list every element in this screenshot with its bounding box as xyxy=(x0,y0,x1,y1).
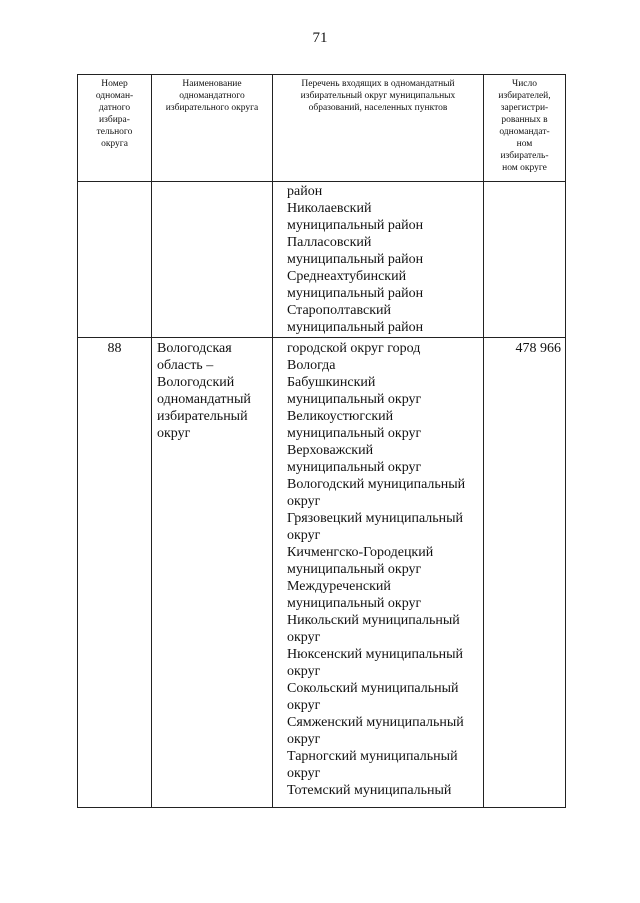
page-number: 71 xyxy=(312,30,328,46)
municipality-line: муниципальный район xyxy=(287,286,424,301)
municipality-line: округ xyxy=(287,732,321,747)
municipality-line: Верховажский xyxy=(287,443,374,458)
district-name-line: избирательный xyxy=(157,409,248,424)
municipality-line: Кичменгско-Городецкий xyxy=(287,545,434,560)
municipality-line: Никольский муниципальный xyxy=(287,613,460,628)
municipality-line: Бабушкинский xyxy=(287,375,376,390)
municipality-line: Междуреченский xyxy=(287,579,391,594)
municipality-line: Старополтавский xyxy=(287,303,391,318)
district-number-cell: 88 xyxy=(78,338,152,808)
municipality-line: Сокольский муниципальный xyxy=(287,681,459,696)
districts-table xyxy=(77,74,566,808)
municipality-line: округ xyxy=(287,528,321,543)
municipality-line: округ xyxy=(287,766,321,781)
municipalities-cell xyxy=(273,338,484,808)
district-name-line: округ xyxy=(157,426,191,441)
municipality-line: муниципальный округ xyxy=(287,392,422,407)
voter-count-cell xyxy=(484,182,566,338)
municipality-line: округ xyxy=(287,630,321,645)
header-district-number: Номер одноман- датного избира- тельного округа xyxy=(78,75,152,182)
voter-count-cell: 478 966 xyxy=(484,338,566,808)
municipality-line: Вологда xyxy=(287,358,336,373)
municipality-line: городской округ город xyxy=(287,341,421,356)
municipality-line: Среднеахтубинский xyxy=(287,269,407,284)
municipality-line: Тарногский муниципальный xyxy=(287,749,458,764)
municipalities-cell xyxy=(273,182,484,338)
district-name-line: одномандатный xyxy=(157,392,251,407)
table-header-row xyxy=(78,75,566,182)
municipality-line: Сямженский муниципальный xyxy=(287,715,464,730)
municipality-line: муниципальный район xyxy=(287,252,424,267)
table-row-continuation xyxy=(78,182,566,338)
district-name-line: область – xyxy=(157,358,214,373)
municipality-line: Великоустюгский xyxy=(287,409,394,424)
municipality-line: муниципальный округ xyxy=(287,562,422,577)
municipality-line: район xyxy=(287,184,323,199)
municipality-line: Николаевский xyxy=(287,201,372,216)
municipality-line: муниципальный округ xyxy=(287,596,422,611)
municipality-line: Нюксенский муниципальный xyxy=(287,647,464,662)
municipality-line: Вологодский муниципальный xyxy=(287,477,466,492)
municipality-line: муниципальный район xyxy=(287,218,424,233)
header-district-name: Наименование одномандатного избирательного округа xyxy=(152,75,273,182)
municipality-line: округ xyxy=(287,494,321,509)
municipality-line: муниципальный округ xyxy=(287,426,422,441)
table-row-district-88 xyxy=(78,338,566,808)
municipality-line: Палласовский xyxy=(287,235,372,250)
municipality-line: округ xyxy=(287,664,321,679)
municipality-line: Тотемский муниципальный xyxy=(287,783,452,798)
district-name-line: Вологодская xyxy=(157,341,232,356)
header-voter-count: Число избирателей, зарегистри- рованных в одномандат- ном избиратель- ном округе xyxy=(484,75,566,182)
district-number-cell xyxy=(78,182,152,338)
municipality-line: Грязовецкий муниципальный xyxy=(287,511,464,526)
municipality-line: муниципальный район xyxy=(287,320,424,335)
municipality-line: муниципальный округ xyxy=(287,460,422,475)
district-name-cell xyxy=(152,338,273,808)
district-name-line: Вологодский xyxy=(157,375,235,390)
district-name-cell xyxy=(152,182,273,338)
municipality-line: округ xyxy=(287,698,321,713)
header-municipalities-list: Перечень входящих в одномандатный избирательный округ муниципальных образований, населенных пунктов xyxy=(273,75,484,182)
